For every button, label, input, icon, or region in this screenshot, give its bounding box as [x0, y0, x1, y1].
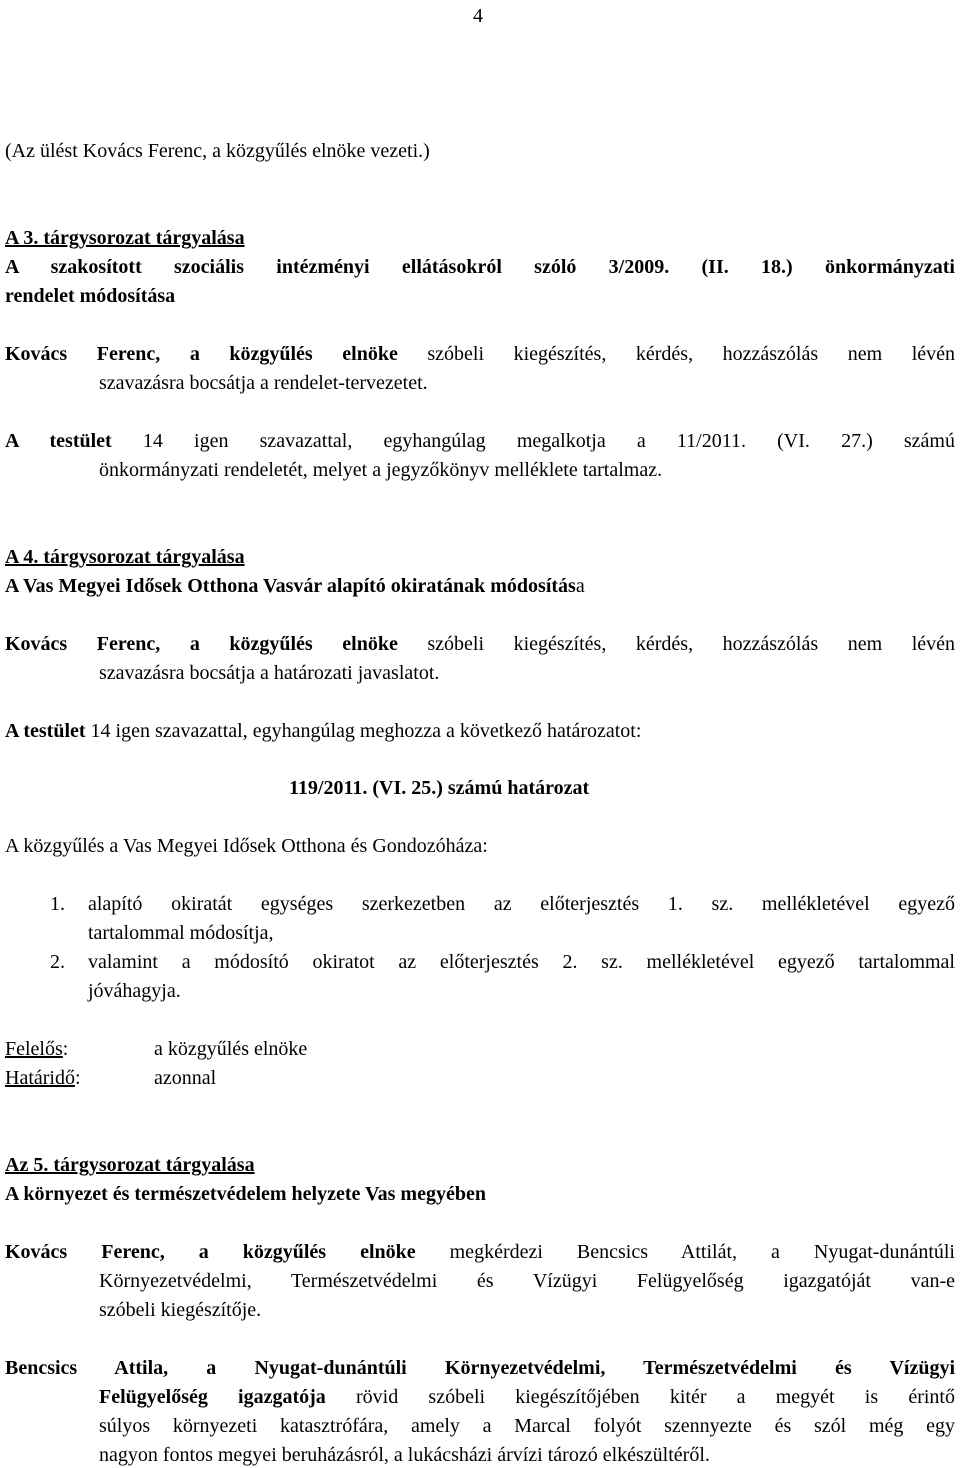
item5-title: A környezet és természetvédelem helyzete Vas megyében — [5, 1183, 486, 1205]
deadline-colon: : — [74, 1067, 81, 1089]
responsible-colon: : — [62, 1038, 69, 1060]
list-item-2-line2: jóváhagyja. — [88, 980, 181, 1002]
item5-speaker2-line1: Bencsics Attila, a Nyugat-dunántúli Környezetvédelmi, Természetvédelmi és Vízügyi — [5, 1357, 955, 1379]
item4-body-prefix: A testület — [5, 720, 86, 742]
item4-title-tail: a — [575, 575, 585, 597]
item3-title-line2: rendelet módosítása — [5, 285, 176, 307]
item4-title — [5, 574, 585, 598]
item3-vote-text1: 14 igen szavazattal, egyhangúlag megalkotja a 11/2011. (VI. 27.) számú — [111, 430, 955, 452]
item4-speaker-text1: szóbeli kiegészítés, kérdés, hozzászólás nem lévén — [397, 633, 955, 655]
item3-speaker-text1: szóbeli kiegészítés, kérdés, hozzászólás nem lévén — [397, 343, 955, 365]
item5-speaker-text1: megkérdezi Bencsics Attilát, a Nyugat-dunántúli — [415, 1241, 955, 1263]
responsible-label-text: Felelős — [5, 1038, 63, 1060]
deadline-label — [5, 1066, 81, 1090]
item4-speaker-name: Kovács Ferenc, a közgyűlés elnöke — [5, 633, 398, 655]
page-number: 4 — [473, 5, 483, 27]
item5-speaker-line3: szóbeli kiegészítője. — [99, 1299, 262, 1321]
item5-speaker-line1 — [5, 1240, 955, 1264]
item4-heading: A 4. tárgysorozat tárgyalása — [5, 546, 245, 568]
deadline-label-text: Határidő — [5, 1067, 75, 1089]
item4-speaker-line2: szavazásra bocsátja a határozati javaslatot. — [99, 662, 440, 684]
item5-speaker-name: Kovács Ferenc, a közgyűlés elnöke — [5, 1241, 416, 1263]
responsible-value: a közgyűlés elnöke — [154, 1038, 308, 1060]
list-item-1-line2: tartalommal módosítja, — [88, 922, 274, 944]
item4-vote-text: 14 igen szavazattal, egyhangúlag meghozza a következő határozatot: — [85, 720, 642, 742]
resolution-number: 119/2011. (VI. 25.) számú határozat — [289, 777, 590, 799]
item3-speaker-line2: szavazásra bocsátja a rendelet-tervezetet. — [99, 372, 428, 394]
list-item-2-num: 2. — [50, 951, 65, 973]
item3-speaker-line1 — [5, 342, 955, 366]
responsible-label — [5, 1037, 68, 1061]
list-item-1-line1: alapító okiratát egységes szerkezetben az előterjesztés 1. sz. mellékletével egyező — [88, 893, 955, 915]
item5-heading: Az 5. tárgysorozat tárgyalása — [5, 1154, 255, 1176]
item5-speaker-line2: Környezetvédelmi, Természetvédelmi és Vízügyi Felügyelőség igazgatóját van-e — [99, 1270, 955, 1292]
item3-title-line1: A szakosított szociális intézményi ellátásokról szóló 3/2009. (II. 18.) önkormányzati — [5, 256, 955, 278]
item4-title-bold: A Vas Megyei Idősek Otthona Vasvár alapító okiratának módosítás — [5, 575, 576, 597]
item5-speaker2-text2: rövid szóbeli kiegészítőjében kitér a megyét is érintő — [325, 1386, 955, 1408]
item4-vote-line — [5, 719, 641, 743]
item5-speaker2-line3: súlyos környezeti katasztrófára, amely a Marcal folyót szennyezte és szól még egy — [99, 1415, 955, 1437]
item5-speaker2-bold: Felügyelőség igazgatója — [99, 1386, 326, 1408]
item5-speaker2-line2 — [99, 1385, 955, 1409]
item3-heading: A 3. tárgysorozat tárgyalása — [5, 227, 245, 249]
list-item-1-num: 1. — [50, 893, 65, 915]
deadline-value: azonnal — [154, 1067, 217, 1089]
item3-vote-line2: önkormányzati rendeletét, melyet a jegyzőkönyv melléklete tartalmaz. — [99, 459, 663, 481]
item5-speaker2-line4: nagyon fontos megyei beruházásról, a lukácsházi árvízi tározó elkészültéről. — [99, 1444, 710, 1466]
item3-vote-line1 — [5, 429, 955, 453]
item4-speaker-line1 — [5, 632, 955, 656]
resolution-intro: A közgyűlés a Vas Megyei Idősek Otthona és Gondozóháza: — [5, 835, 488, 857]
intro-line: (Az ülést Kovács Ferenc, a közgyűlés elnöke vezeti.) — [5, 140, 430, 162]
list-item-2-line1: valamint a módosító okiratot az előterjesztés 2. sz. mellékletével egyező tartalommal — [88, 951, 955, 973]
item3-speaker-name: Kovács Ferenc, a közgyűlés elnöke — [5, 343, 398, 365]
item3-body-prefix: A testület — [5, 430, 112, 452]
